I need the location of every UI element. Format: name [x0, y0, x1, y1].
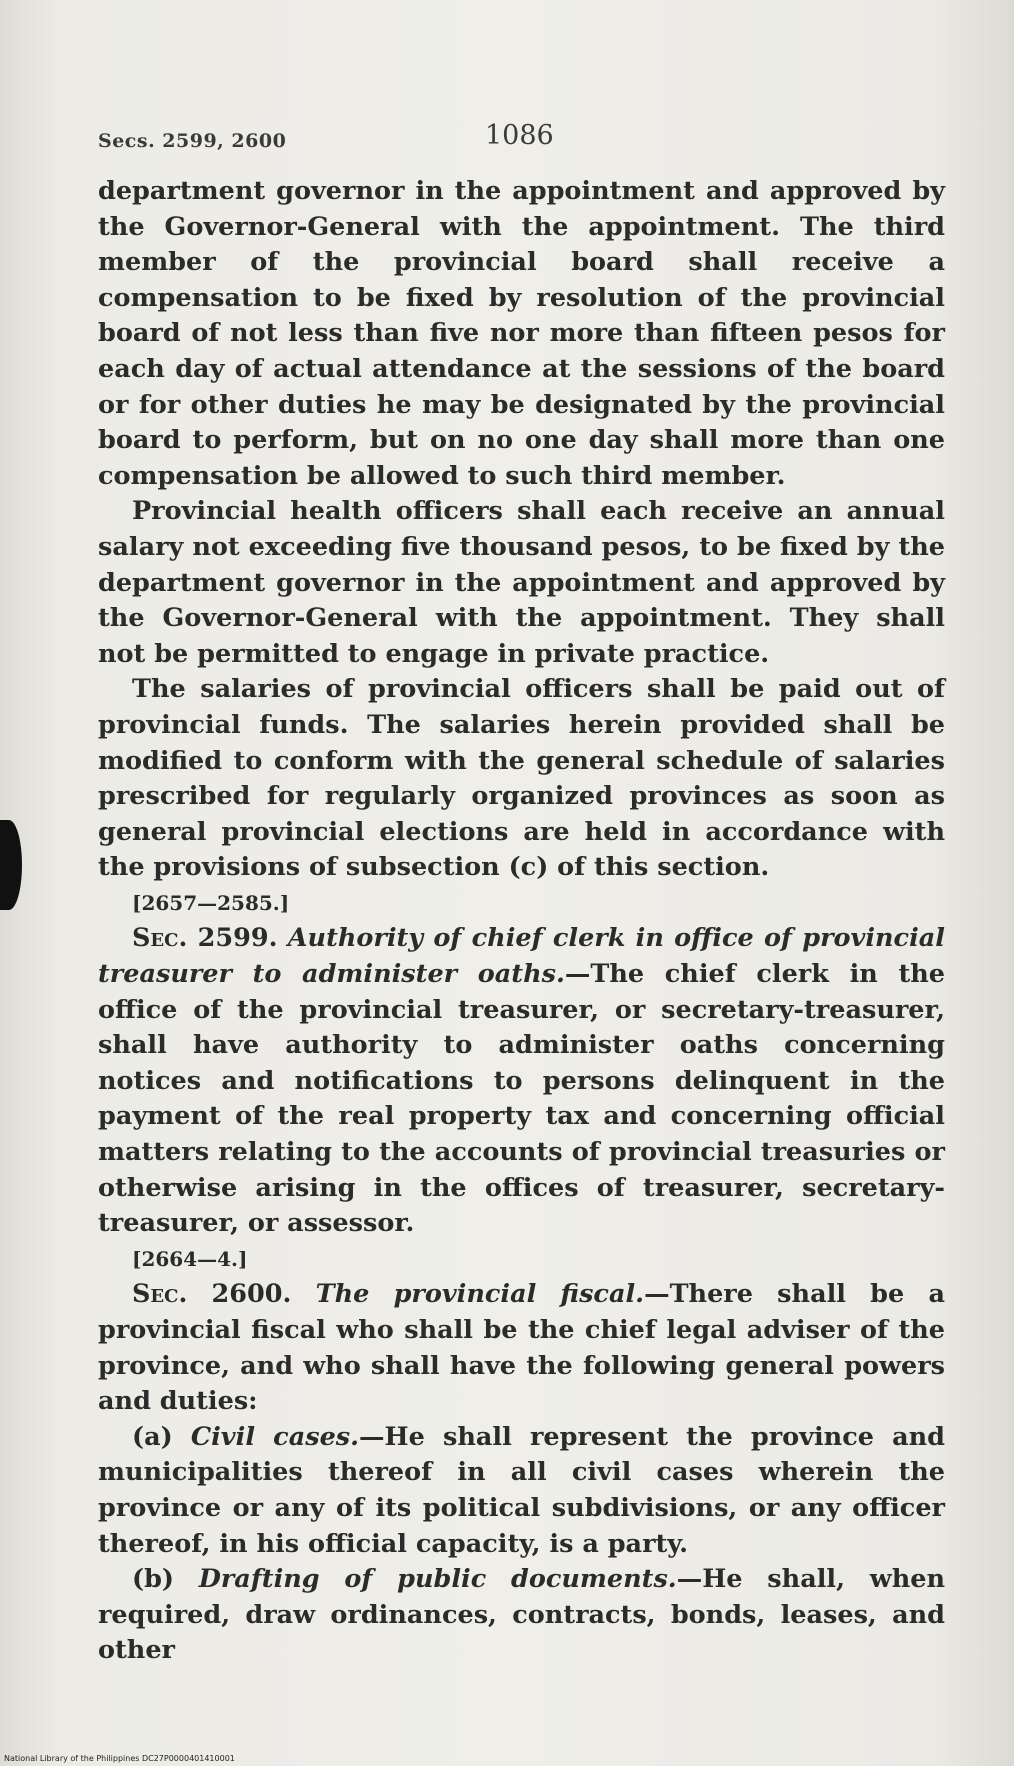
section-2600-label: Sec. 2600.: [132, 1279, 292, 1310]
item-b-label: (b): [132, 1564, 174, 1595]
item-a-text: —He shall represent the province and municipalities thereof in all civil cases wherein the province or any of its political subdivisions, or any officer thereof, in his official capacity, is a party.: [98, 1421, 945, 1559]
page-body: [98, 174, 945, 1669]
item-b-drafting: [98, 1562, 945, 1669]
source-reference-1: [2657—2585.]: [132, 890, 290, 915]
item-b-title: Drafting of public documents.: [198, 1564, 677, 1595]
source-reference-2: [2664—4.]: [132, 1246, 248, 1271]
paragraph-health-officers: Provincial health officers shall each receive an annual salary not exceeding five thousand pesos, to be fixed by the department governor in the appointment and approved by the Governor-General with the appointment. They shall not be permitted to engage in private practice.: [98, 496, 945, 669]
section-2600-title: The provincial fiscal.: [315, 1279, 645, 1310]
section-2600: [98, 1277, 945, 1419]
section-2600-text: —There shall be a provincial fiscal who shall be the chief legal adviser of the province, and who shall have the following general powers and duties:: [98, 1279, 945, 1417]
item-a-label: (a): [132, 1421, 173, 1452]
running-head: Secs. 2599, 2600: [98, 130, 287, 152]
page-number: 1086: [485, 120, 554, 151]
paragraph-third-member-compensation: department governor in the appointment and approved by the Governor-General with the appointment. The third member of the provincial board shall receive a compensation to be fixed by resolution of the provincial board of not less than five nor more than fifteen pesos for each day of actual attendance at the sessions of the board or for other duties he may be designated by the provincial board to perform, but on no one day shall more than one compensation be allowed to such third member.: [98, 176, 945, 491]
paragraph-salaries: The salaries of provincial officers shall be paid out of provincial funds. The salaries herein provided shall be modified to conform with the general schedule of salaries prescribed for regularly organized provinces as soon as general provincial elections are held in accordance with the provisions of subsection (c) of this section.: [98, 674, 945, 883]
item-a-title: Civil cases.: [190, 1421, 360, 1452]
section-2599-text: —The chief clerk in the office of the provincial treasurer, or secretary-treasurer, shall have authority to administer oaths concerning notices and notifications to persons delinquent in the payment of the real property tax and concerning official matters relating to the accounts of provincial treasuries or otherwise arising in the offices of treasurer, secretary-treasurer, or assessor.: [98, 959, 945, 1239]
item-b-text: —He shall, when required, draw ordinances, contracts, bonds, leases, and other: [98, 1564, 945, 1666]
page-header: [98, 120, 945, 160]
section-2599: [98, 921, 945, 1241]
scan-footer: National Library of the Philippines DC27P0000401410001: [4, 1754, 235, 1763]
section-2599-label: Sec. 2599.: [132, 923, 278, 954]
item-a-civil-cases: [98, 1420, 945, 1562]
scan-shadow-mark: [0, 820, 22, 910]
section-2599-title: Authority of chief clerk in office of provincial treasurer to administer oaths.: [98, 923, 945, 990]
